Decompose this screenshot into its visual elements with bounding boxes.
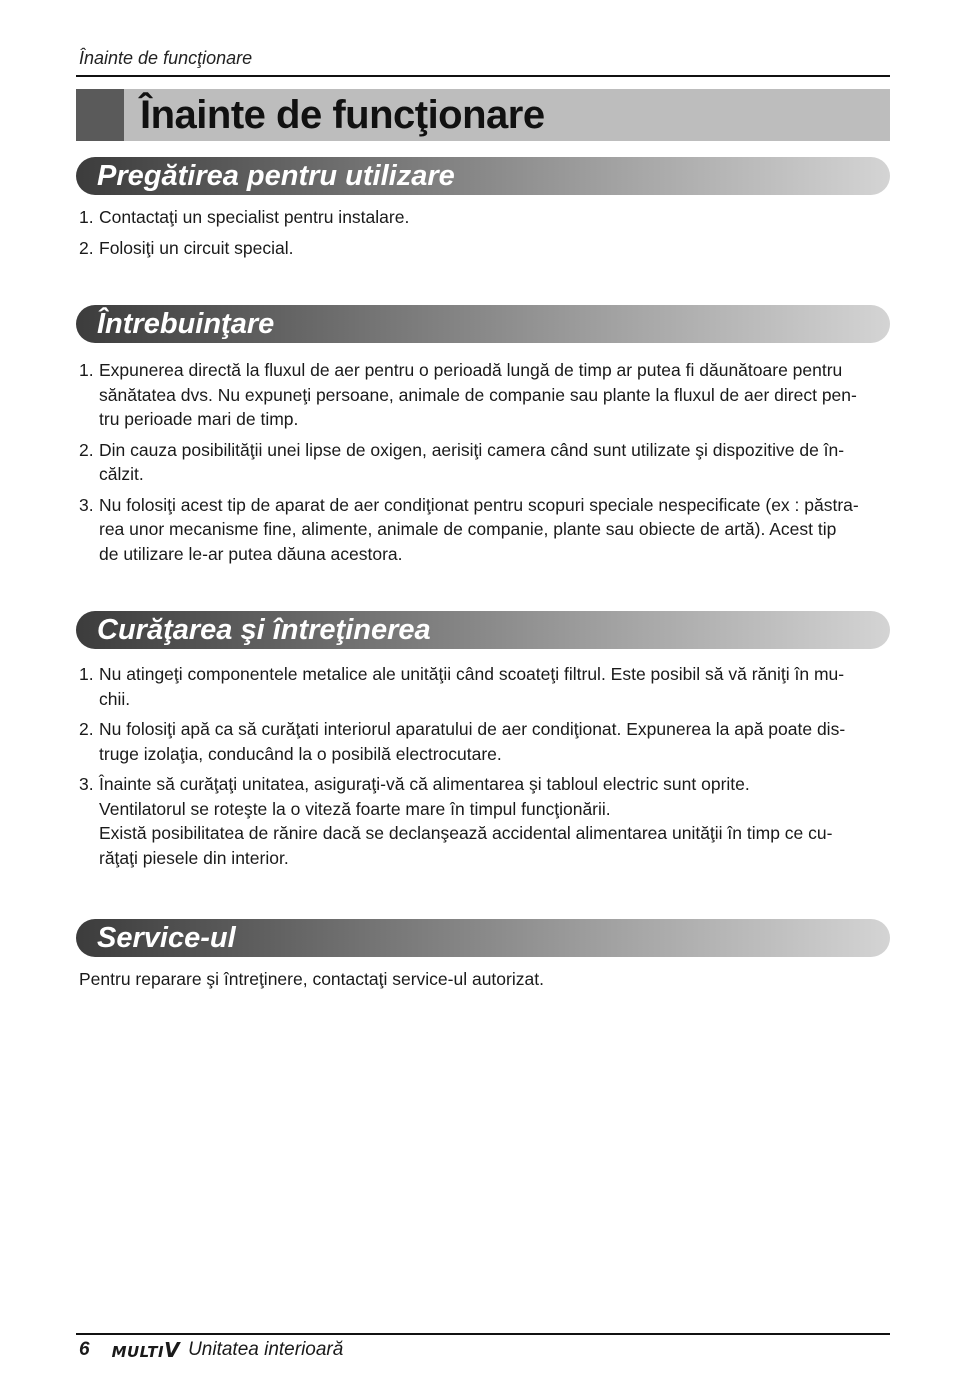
section-title: Întrebuinţare: [97, 308, 275, 340]
section-title: Curăţarea şi întreţinerea: [97, 614, 431, 646]
service-text: Pentru reparare şi întreţinere, contactaţi service-ul autorizat.: [79, 969, 544, 989]
list-item-number: 3.: [79, 774, 94, 794]
section-bar-service: [76, 919, 890, 957]
list-item-text: Ventilatorul se roteşte la o viteză foarte mare în timpul funcţionării.: [99, 798, 611, 819]
list-item-number: 1.: [79, 664, 94, 684]
list-item-text: răţaţi piesele din interior.: [99, 847, 289, 868]
list-item-number: 2.: [79, 439, 94, 460]
brand-logo-main: MULTI: [111, 1343, 165, 1361]
list-item-number: 1.: [79, 207, 94, 227]
list-item-number: 2.: [79, 719, 94, 739]
list-item: [79, 205, 891, 230]
section-bar-pregatirea: [76, 157, 890, 195]
brand-logo-v: V: [164, 1338, 181, 1362]
list-item: [79, 772, 891, 870]
list-item-text: tru perioade mari de timp.: [99, 409, 299, 429]
page-number: 6: [79, 1339, 90, 1360]
footer-rule: [76, 1333, 890, 1335]
list-item-text: Din cauza posibilităţii unei lipse de oxigen, aerisiţi camera când sunt utilizate şi dispozitive de în-: [99, 439, 845, 460]
section-title: Service-ul: [97, 922, 236, 954]
list-item-text: Nu folosiţi acest tip de aparat de aer condiţionat pentru scopuri speciale nespecificate (ex : păstra-: [99, 494, 859, 515]
list-item-text: călzit.: [99, 464, 144, 484]
list-item: [79, 438, 891, 487]
list-item-text: chii.: [99, 688, 131, 709]
list-item: [79, 717, 891, 766]
list-item-text: Expunerea directă la fluxul de aer pentru o perioadă lungă de timp ar putea fi dăunătoare pentru: [99, 360, 843, 380]
list-item-text: Nu folosiţi apă ca să curăţati interiorul aparatului de aer condiţionat. Expunerea la apă poate dis-: [99, 719, 846, 739]
running-header: Înainte de funcţionare: [79, 48, 253, 68]
list-item-text: Folosiţi un circuit special.: [99, 237, 294, 258]
section-bar-intrebuintare: [76, 305, 890, 343]
list-item-text: Înainte să curăţaţi unitatea, asiguraţi-vă că alimentarea şi tabloul electric sunt oprite.: [99, 774, 750, 794]
section-title: Pregătirea pentru utilizare: [97, 160, 455, 192]
brand-logo: [112, 1338, 180, 1362]
footer-text: Unitatea interioară: [188, 1339, 344, 1360]
header-rule: [76, 75, 890, 77]
list-item-number: 1.: [79, 360, 94, 380]
list-item-text: Nu atingeţi componentele metalice ale unităţii când scoateţi filtrul. Este posibil să vă răniţi în mu-: [99, 664, 845, 684]
list-item-number: 2.: [79, 237, 94, 258]
list-item-text: de utilizare le-ar putea dăuna acestora.: [99, 543, 403, 564]
list-item-number: 3.: [79, 494, 94, 515]
list-item-text: sănătatea dvs. Nu expuneţi persoane, animale de companie sau plante la fluxul de aer direct pen-: [99, 384, 857, 405]
list-item: [79, 662, 891, 711]
list-item: [79, 236, 891, 261]
list-pregatirea: [79, 205, 891, 266]
list-curatarea: [79, 662, 891, 876]
list-intrebuintare: [79, 358, 891, 572]
page-title: Înainte de funcţionare: [140, 93, 545, 137]
section-bar-curatarea: [76, 611, 890, 649]
list-item: [79, 493, 891, 567]
footer: [79, 1338, 343, 1362]
title-block-accent: [76, 89, 124, 141]
list-item-text: Contactaţi un specialist pentru instalare.: [99, 207, 410, 227]
list-item-text: truge izolaţia, conducând la o posibilă electrocutare.: [99, 743, 502, 764]
page-title-bar: [76, 89, 890, 141]
list-item-text: Există posibilitatea de rănire dacă se declanşează accidental alimentarea unităţii în timp ce cu-: [99, 823, 833, 843]
list-item-text: rea unor mecanisme fine, alimente, animale de companie, plante sau obiecte de artă). Acest tip: [99, 519, 837, 539]
list-item: [79, 358, 891, 432]
